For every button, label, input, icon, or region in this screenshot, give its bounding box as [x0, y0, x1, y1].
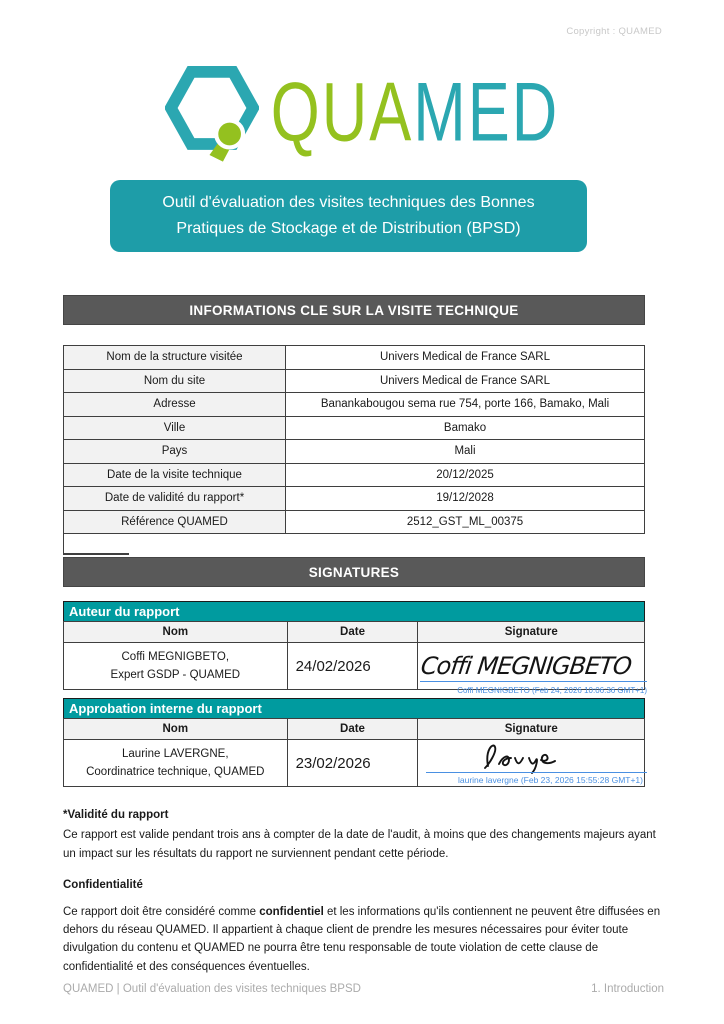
esignature-line	[420, 681, 647, 682]
confidentiality-text-part1: Ce rapport doit être considéré comme	[63, 905, 260, 918]
validity-note-title: *Validité du rapport	[63, 809, 169, 821]
info-section-header: INFORMATIONS CLE SUR LA VISITE TECHNIQUE	[63, 295, 645, 325]
column-header-signature: Signature	[418, 719, 645, 740]
author-section-title: Auteur du rapport	[63, 601, 645, 621]
table-row	[64, 487, 645, 511]
author-role: Expert GSDP - QUAMED	[110, 669, 241, 681]
document-title-banner	[110, 180, 587, 252]
confidentiality-text-part2: et les informations qu'ils contiennent ne peuvent être diffusées en dehors du réseau QUAMED. Il appartient à chaque client de prendre les mesures nécessaires pour éviter toute divulgation du contenu et QUAMED ne pourra être tenu responsable de toute violation de cette clause de confidentialité et des conséquences éventuelles.	[63, 905, 661, 973]
info-label-cell: Référence QUAMED	[64, 510, 286, 534]
confidentiality-note-body	[63, 903, 663, 977]
magnifier-lens	[216, 121, 243, 148]
column-header-nom: Nom	[64, 719, 288, 740]
column-header-signature: Signature	[418, 622, 645, 643]
esignature-timestamp: Coffi MEGNIGBETO (Feb 24, 2026 10:06:36 GMT+1)	[457, 686, 647, 695]
table-row	[64, 463, 645, 487]
info-label-cell: Ville	[64, 416, 286, 440]
approver-date-cell: 23/02/2026	[287, 740, 418, 787]
quamed-hexagon-magnifier-icon	[165, 61, 259, 165]
info-value-cell: 20/12/2025	[286, 463, 645, 487]
author-handwritten-signature: Coffi MEGNIGBETO	[419, 652, 634, 680]
approval-section-title: Approbation interne du rapport	[63, 698, 645, 718]
author-name: Coffi MEGNIGBETO,	[121, 650, 230, 663]
info-value-cell: 19/12/2028	[286, 487, 645, 511]
approver-role: Coordinatrice technique, QUAMED	[86, 766, 265, 778]
info-value-cell: Univers Medical de France SARL	[286, 346, 645, 370]
column-header-date: Date	[287, 719, 418, 740]
info-label-cell: Nom de la structure visitée	[64, 346, 286, 370]
title-line-2: Pratiques de Stockage et de Distribution (BPSD)	[176, 220, 521, 237]
info-label-cell: Date de validité du rapport*	[64, 487, 286, 511]
table-row	[64, 440, 645, 464]
approver-handwritten-signature	[480, 740, 572, 774]
author-name-cell	[64, 643, 288, 690]
visit-info-table	[63, 345, 645, 534]
approval-section	[63, 698, 645, 787]
page-footer	[63, 983, 664, 995]
approver-name: Laurine LAVERGNE,	[122, 747, 229, 760]
table-row	[64, 416, 645, 440]
column-header-nom: Nom	[64, 622, 288, 643]
title-line-1: Outil d'évaluation des visites techniques des Bonnes	[162, 194, 535, 212]
table-row	[64, 393, 645, 417]
column-header-date: Date	[287, 622, 418, 643]
author-signature-table	[63, 621, 647, 695]
table-header-row	[64, 622, 645, 643]
info-value-cell: Univers Medical de France SARL	[286, 369, 645, 393]
table-row	[64, 369, 645, 393]
footer-left-text: QUAMED | Outil d'évaluation des visites techniques BPSD	[63, 983, 361, 995]
esignature-line	[426, 772, 647, 773]
table-row	[64, 510, 645, 534]
info-value-cell: 2512_GST_ML_00375	[286, 510, 645, 534]
info-value-cell: Banankabougou sema rue 754, porte 166, Bamako, Mali	[286, 393, 645, 417]
footer-right-text: 1. Introduction	[591, 983, 664, 995]
info-label-cell: Pays	[64, 440, 286, 464]
info-label-cell: Adresse	[64, 393, 286, 417]
empty-stub-cell	[63, 534, 129, 555]
footnotes	[63, 806, 663, 989]
table-header-row	[64, 719, 645, 740]
info-label-cell: Date de la visite technique	[64, 463, 286, 487]
approver-signature-cell	[418, 740, 645, 787]
info-value-cell: Mali	[286, 440, 645, 464]
quamed-logo	[0, 58, 724, 168]
author-date-cell: 24/02/2026	[287, 643, 418, 690]
quamed-wordmark	[270, 66, 560, 159]
copyright-text: Copyright : QUAMED	[566, 26, 662, 37]
confidentiality-bold-word: confidentiel	[259, 905, 324, 918]
info-label-cell: Nom du site	[64, 369, 286, 393]
wordmark-teal-part: MED	[413, 66, 560, 159]
wordmark-green-part: QUA	[270, 66, 414, 159]
info-value-cell: Bamako	[286, 416, 645, 440]
author-section	[63, 601, 647, 695]
approval-signature-table	[63, 718, 645, 787]
table-row	[64, 740, 645, 787]
author-signature-cell	[418, 643, 647, 695]
validity-note-body: Ce rapport est valide pendant trois ans à compter de la date de l'audit, à moins que des changements majeurs ayant un impact sur les résultats du rapport ne surviennent pendant cette période.	[63, 829, 656, 860]
table-row	[64, 346, 645, 370]
approver-name-cell	[64, 740, 288, 787]
esignature-timestamp: laurine lavergne (Feb 23, 2026 15:55:28 GMT+1)	[458, 775, 643, 785]
confidentiality-note-title: Confidentialité	[63, 879, 143, 892]
table-row	[64, 643, 645, 690]
signatures-section-header: SIGNATURES	[63, 557, 645, 587]
